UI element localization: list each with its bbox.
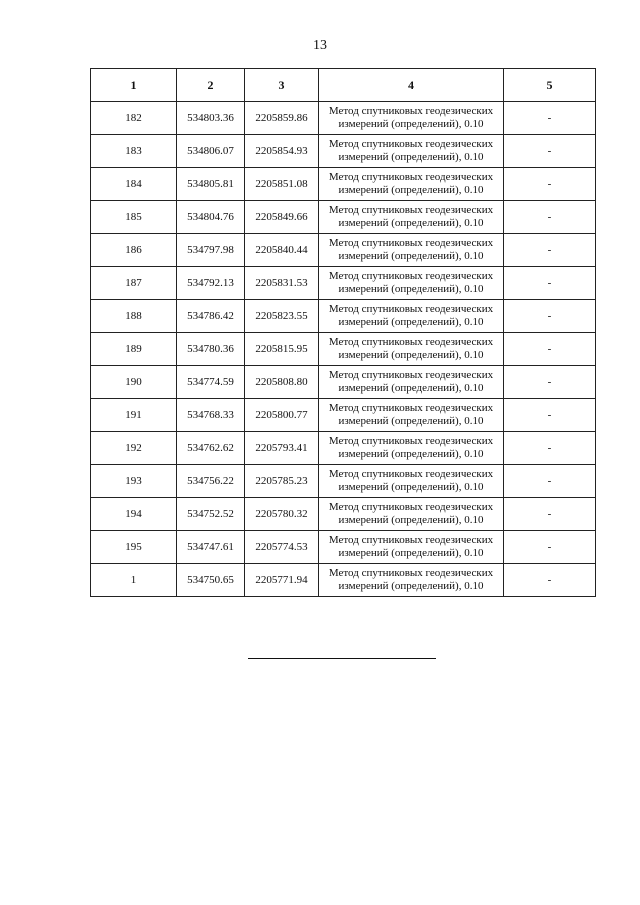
cell-note: - [504, 465, 596, 498]
cell-x-coordinate: 534750.65 [177, 564, 245, 597]
cell-note: - [504, 531, 596, 564]
cell-method: Метод спутниковых геодезических измерений (определений), 0.10 [319, 399, 504, 432]
table-row [91, 399, 596, 432]
table-header-row [91, 69, 596, 102]
cell-y-coordinate: 2205849.66 [245, 201, 319, 234]
cell-point: 189 [91, 333, 177, 366]
cell-y-coordinate: 2205815.95 [245, 333, 319, 366]
cell-point: 192 [91, 432, 177, 465]
cell-x-coordinate: 534792.13 [177, 267, 245, 300]
cell-x-coordinate: 534752.52 [177, 498, 245, 531]
table-body [91, 102, 596, 597]
end-of-document-line [248, 658, 436, 659]
cell-method: Метод спутниковых геодезических измерений (определений), 0.10 [319, 102, 504, 135]
cell-x-coordinate: 534774.59 [177, 366, 245, 399]
page-number: 13 [313, 38, 327, 53]
table-row [91, 366, 596, 399]
table-row [91, 300, 596, 333]
cell-y-coordinate: 2205793.41 [245, 432, 319, 465]
cell-point: 187 [91, 267, 177, 300]
cell-note: - [504, 399, 596, 432]
cell-x-coordinate: 534762.62 [177, 432, 245, 465]
cell-y-coordinate: 2205780.32 [245, 498, 319, 531]
table-row [91, 234, 596, 267]
table-row [91, 267, 596, 300]
table-row [91, 564, 596, 597]
cell-x-coordinate: 534806.07 [177, 135, 245, 168]
coordinates-table [90, 68, 596, 597]
cell-point: 186 [91, 234, 177, 267]
table-row [91, 102, 596, 135]
cell-x-coordinate: 534747.61 [177, 531, 245, 564]
cell-method: Метод спутниковых геодезических измерений (определений), 0.10 [319, 267, 504, 300]
cell-note: - [504, 333, 596, 366]
cell-y-coordinate: 2205851.08 [245, 168, 319, 201]
cell-y-coordinate: 2205854.93 [245, 135, 319, 168]
cell-x-coordinate: 534780.36 [177, 333, 245, 366]
cell-y-coordinate: 2205800.77 [245, 399, 319, 432]
cell-y-coordinate: 2205823.55 [245, 300, 319, 333]
cell-y-coordinate: 2205859.86 [245, 102, 319, 135]
cell-note: - [504, 564, 596, 597]
table-row [91, 432, 596, 465]
cell-note: - [504, 267, 596, 300]
cell-note: - [504, 201, 596, 234]
cell-method: Метод спутниковых геодезических измерений (определений), 0.10 [319, 300, 504, 333]
cell-point: 195 [91, 531, 177, 564]
cell-point: 188 [91, 300, 177, 333]
cell-method: Метод спутниковых геодезических измерений (определений), 0.10 [319, 234, 504, 267]
table-row [91, 498, 596, 531]
cell-y-coordinate: 2205785.23 [245, 465, 319, 498]
cell-y-coordinate: 2205808.80 [245, 366, 319, 399]
cell-note: - [504, 300, 596, 333]
cell-note: - [504, 234, 596, 267]
cell-method: Метод спутниковых геодезических измерений (определений), 0.10 [319, 531, 504, 564]
cell-x-coordinate: 534797.98 [177, 234, 245, 267]
table-row [91, 531, 596, 564]
table-row [91, 201, 596, 234]
cell-method: Метод спутниковых геодезических измерений (определений), 0.10 [319, 432, 504, 465]
cell-point: 193 [91, 465, 177, 498]
cell-method: Метод спутниковых геодезических измерений (определений), 0.10 [319, 201, 504, 234]
cell-point: 183 [91, 135, 177, 168]
cell-y-coordinate: 2205774.53 [245, 531, 319, 564]
cell-note: - [504, 432, 596, 465]
cell-point: 190 [91, 366, 177, 399]
cell-method: Метод спутниковых геодезических измерений (определений), 0.10 [319, 564, 504, 597]
cell-point: 194 [91, 498, 177, 531]
column-header-point: 1 [91, 69, 177, 102]
table-row [91, 168, 596, 201]
column-header-note: 5 [504, 69, 596, 102]
cell-method: Метод спутниковых геодезических измерений (определений), 0.10 [319, 333, 504, 366]
cell-y-coordinate: 2205840.44 [245, 234, 319, 267]
table-row [91, 135, 596, 168]
cell-method: Метод спутниковых геодезических измерений (определений), 0.10 [319, 498, 504, 531]
cell-note: - [504, 102, 596, 135]
cell-x-coordinate: 534803.36 [177, 102, 245, 135]
cell-method: Метод спутниковых геодезических измерений (определений), 0.10 [319, 465, 504, 498]
table-row [91, 465, 596, 498]
cell-x-coordinate: 534805.81 [177, 168, 245, 201]
cell-note: - [504, 498, 596, 531]
table-row [91, 333, 596, 366]
cell-point: 1 [91, 564, 177, 597]
cell-x-coordinate: 534768.33 [177, 399, 245, 432]
cell-x-coordinate: 534804.76 [177, 201, 245, 234]
cell-method: Метод спутниковых геодезических измерений (определений), 0.10 [319, 168, 504, 201]
column-header-method: 4 [319, 69, 504, 102]
column-header-y: 3 [245, 69, 319, 102]
cell-y-coordinate: 2205831.53 [245, 267, 319, 300]
cell-point: 185 [91, 201, 177, 234]
cell-x-coordinate: 534756.22 [177, 465, 245, 498]
cell-point: 191 [91, 399, 177, 432]
cell-method: Метод спутниковых геодезических измерений (определений), 0.10 [319, 366, 504, 399]
column-header-x: 2 [177, 69, 245, 102]
cell-y-coordinate: 2205771.94 [245, 564, 319, 597]
cell-point: 184 [91, 168, 177, 201]
cell-note: - [504, 168, 596, 201]
cell-method: Метод спутниковых геодезических измерений (определений), 0.10 [319, 135, 504, 168]
cell-note: - [504, 135, 596, 168]
cell-x-coordinate: 534786.42 [177, 300, 245, 333]
cell-note: - [504, 366, 596, 399]
cell-point: 182 [91, 102, 177, 135]
